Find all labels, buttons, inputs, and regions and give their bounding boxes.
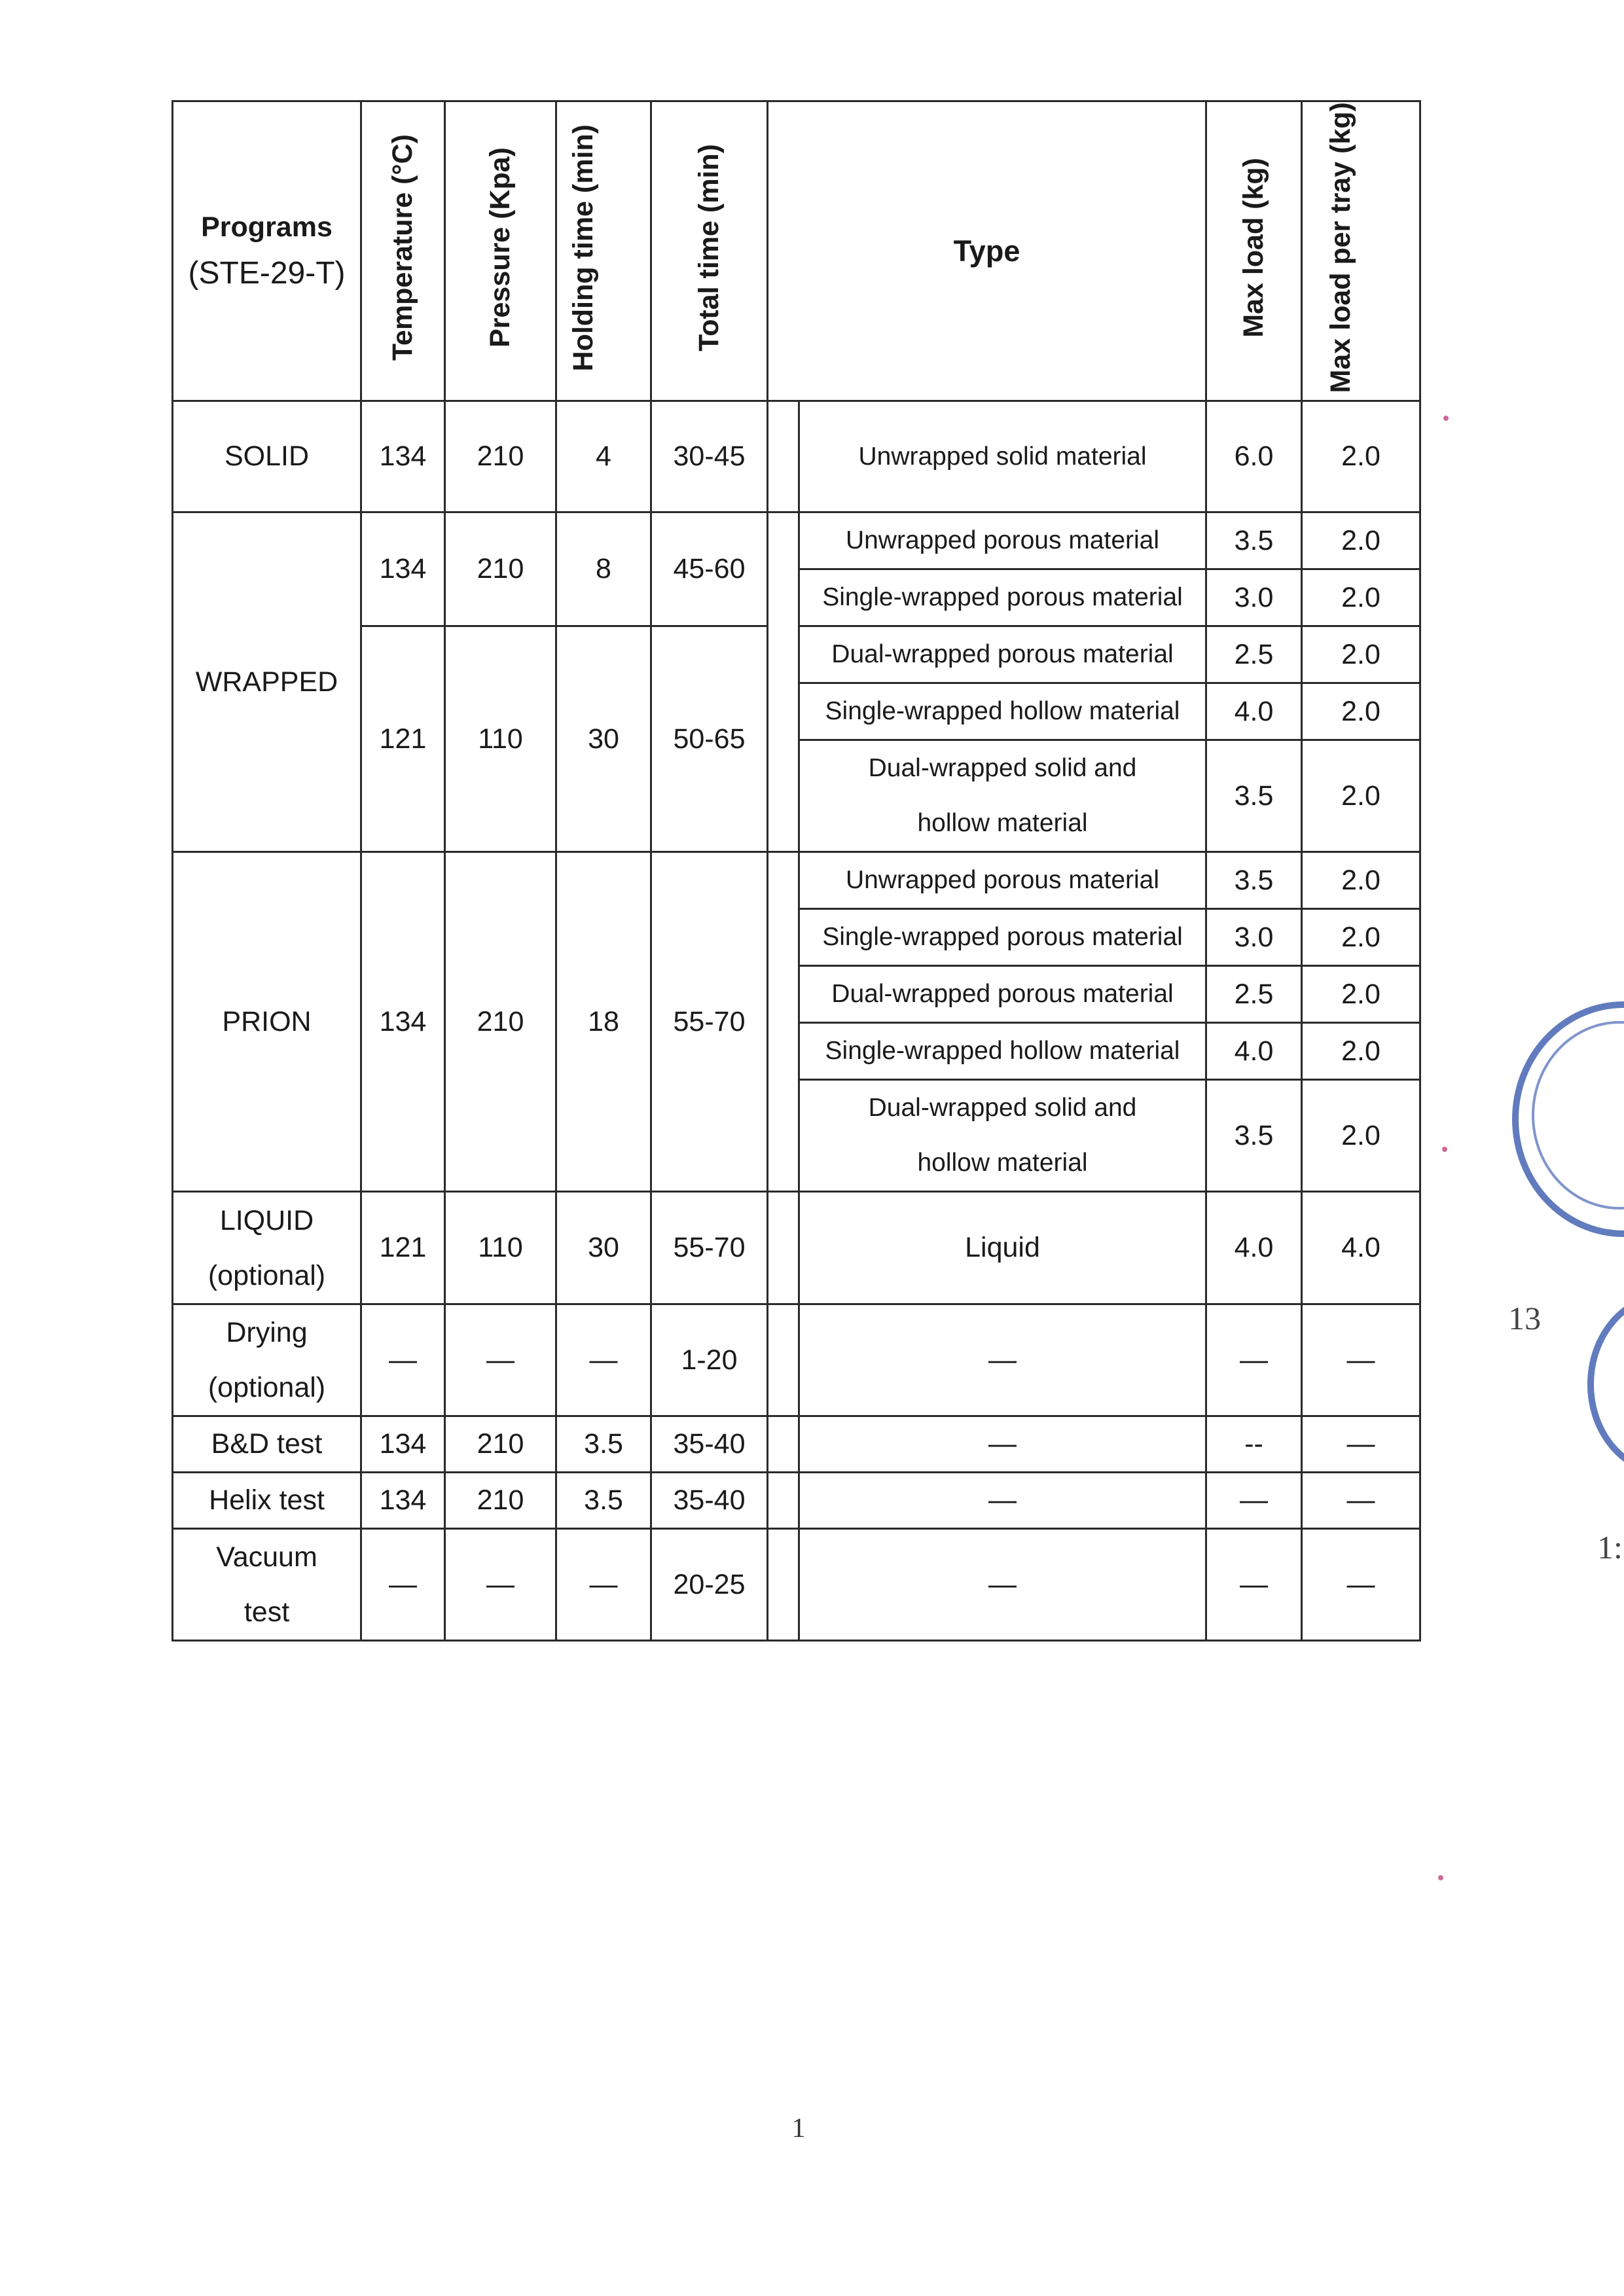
type-cell: Single-wrapped hollow material [799,1023,1206,1080]
spacer-cell [768,512,799,852]
max-load-cell: 4.0 [1206,683,1302,740]
holding-cell: 3.5 [556,1416,651,1473]
max-load-cell: 3.0 [1206,569,1302,626]
type-cell: Dual-wrapped solid and hollow material [799,1080,1206,1192]
pressure-cell: 210 [445,852,556,1192]
header-temperature: Temperature (°C) [361,101,445,401]
temperature-cell: — [361,1529,445,1641]
type-cell: Single-wrapped hollow material [799,683,1206,740]
tray-load-cell: 2.0 [1302,401,1420,512]
pressure-cell: — [445,1529,556,1641]
pressure-cell: 210 [445,1416,556,1473]
header-total-time: Total time (min) [651,101,768,401]
second-seal-icon [1587,1293,1624,1476]
tray-load-cell: — [1302,1416,1420,1473]
temperature-cell: 134 [361,401,445,512]
pressure-cell: 210 [445,401,556,512]
type-cell: Dual-wrapped solid and hollow material [799,740,1206,852]
spacer-cell [768,401,799,512]
tray-load-cell: 2.0 [1302,626,1420,683]
header-programs [173,101,361,401]
type-cell: Dual-wrapped porous material [799,966,1206,1023]
total-cell: 20-25 [651,1529,768,1641]
spacer-cell [768,1416,799,1473]
tray-load-cell: 2.0 [1302,683,1420,740]
temperature-cell: 134 [361,1416,445,1473]
tray-load-cell: 2.0 [1302,569,1420,626]
pressure-cell: 210 [445,1473,556,1529]
max-load-cell: 2.5 [1206,966,1302,1023]
spacer-cell [768,852,799,1192]
temperature-cell: 134 [361,1473,445,1529]
holding-cell: 8 [556,512,651,626]
temperature-cell: 121 [361,626,445,852]
total-cell: 50-65 [651,626,768,852]
total-cell: 1-20 [651,1304,768,1416]
tray-load-cell: 2.0 [1302,966,1420,1023]
header-pressure: Pressure (Kpa) [445,101,556,401]
spacer-cell [768,1192,799,1304]
max-load-cell: 6.0 [1206,401,1302,512]
max-load-cell: 3.5 [1206,740,1302,852]
program-cell: SOLID [173,401,361,512]
header-holding-time: Holding time (min) [556,101,651,401]
type-cell: Liquid [799,1192,1206,1304]
programs-table [171,100,1421,1641]
table-row [173,1192,1420,1304]
max-load-cell: -- [1206,1416,1302,1473]
spacer-cell [768,1304,799,1416]
table-row [173,1473,1420,1529]
type-cell: Single-wrapped porous material [799,909,1206,966]
type-cell: Dual-wrapped porous material [799,626,1206,683]
max-load-cell: 3.0 [1206,909,1302,966]
type-cell: Unwrapped porous material [799,512,1206,569]
margin-fragment: 1: [1597,1529,1623,1566]
table-row [173,852,1420,909]
total-cell: 55-70 [651,1192,768,1304]
total-cell: 55-70 [651,852,768,1192]
type-cell: Unwrapped porous material [799,852,1206,909]
table-row [173,512,1420,569]
tray-load-cell: 2.0 [1302,740,1420,852]
temperature-cell: 121 [361,1192,445,1304]
tray-load-cell: 2.0 [1302,852,1420,909]
spacer-cell [768,1529,799,1641]
max-load-cell: — [1206,1529,1302,1641]
ink-dot [1438,1875,1443,1880]
program-cell: Drying (optional) [173,1304,361,1416]
temperature-cell: — [361,1304,445,1416]
max-load-cell: 3.5 [1206,852,1302,909]
table-row [173,401,1420,512]
temperature-cell: 134 [361,852,445,1192]
pressure-cell: — [445,1304,556,1416]
max-load-cell: 3.5 [1206,1080,1302,1192]
max-load-cell: 3.5 [1206,512,1302,569]
tray-load-cell: — [1302,1529,1420,1641]
model-label: (STE-29-T) [188,255,346,291]
type-cell: — [799,1304,1206,1416]
holding-cell: — [556,1529,651,1641]
tray-load-cell: 2.0 [1302,1023,1420,1080]
program-cell: Vacuum test [173,1529,361,1641]
program-cell: Helix test [173,1473,361,1529]
pressure-cell: 210 [445,512,556,626]
total-cell: 45-60 [651,512,768,626]
programs-label: Programs [201,211,333,243]
max-load-cell: 2.5 [1206,626,1302,683]
type-cell: — [799,1416,1206,1473]
table-row [173,1416,1420,1473]
type-cell: Unwrapped solid material [799,401,1206,512]
holding-cell: 4 [556,401,651,512]
spacer-cell [768,1473,799,1529]
type-cell: Single-wrapped porous material [799,569,1206,626]
total-cell: 35-40 [651,1473,768,1529]
table-row [173,1304,1420,1416]
tray-load-cell: 2.0 [1302,512,1420,569]
max-load-cell: — [1206,1473,1302,1529]
margin-fragment: 13 [1506,1300,1542,1336]
max-load-cell: 4.0 [1206,1192,1302,1304]
ink-dot [1442,1147,1447,1152]
holding-cell: 18 [556,852,651,1192]
program-cell: PRION [173,852,361,1192]
program-cell: B&D test [173,1416,361,1473]
table-row [173,1529,1420,1641]
total-cell: 35-40 [651,1416,768,1473]
ink-dot [1443,416,1449,421]
tray-load-cell: 2.0 [1302,909,1420,966]
tray-load-cell: — [1302,1473,1420,1529]
holding-cell: 30 [556,626,651,852]
tray-load-cell: 4.0 [1302,1192,1420,1304]
max-load-cell: — [1206,1304,1302,1416]
temperature-cell: 134 [361,512,445,626]
header-type: Type [768,101,1206,401]
total-cell: 30-45 [651,401,768,512]
max-load-cell: 4.0 [1206,1023,1302,1080]
holding-cell: 30 [556,1192,651,1304]
tray-load-cell: — [1302,1304,1420,1416]
holding-cell: — [556,1304,651,1416]
header-row [173,101,1420,401]
pressure-cell: 110 [445,1192,556,1304]
holding-cell: 3.5 [556,1473,651,1529]
header-max-load-tray: Max load per tray (kg) [1302,101,1420,401]
program-cell: WRAPPED [173,512,361,852]
page-number: 1 [791,2113,806,2144]
program-cell: LIQUID (optional) [173,1192,361,1304]
type-cell: — [799,1529,1206,1641]
type-cell: — [799,1473,1206,1529]
pressure-cell: 110 [445,626,556,852]
tray-load-cell: 2.0 [1302,1080,1420,1192]
header-max-load: Max load (kg) [1206,101,1302,401]
